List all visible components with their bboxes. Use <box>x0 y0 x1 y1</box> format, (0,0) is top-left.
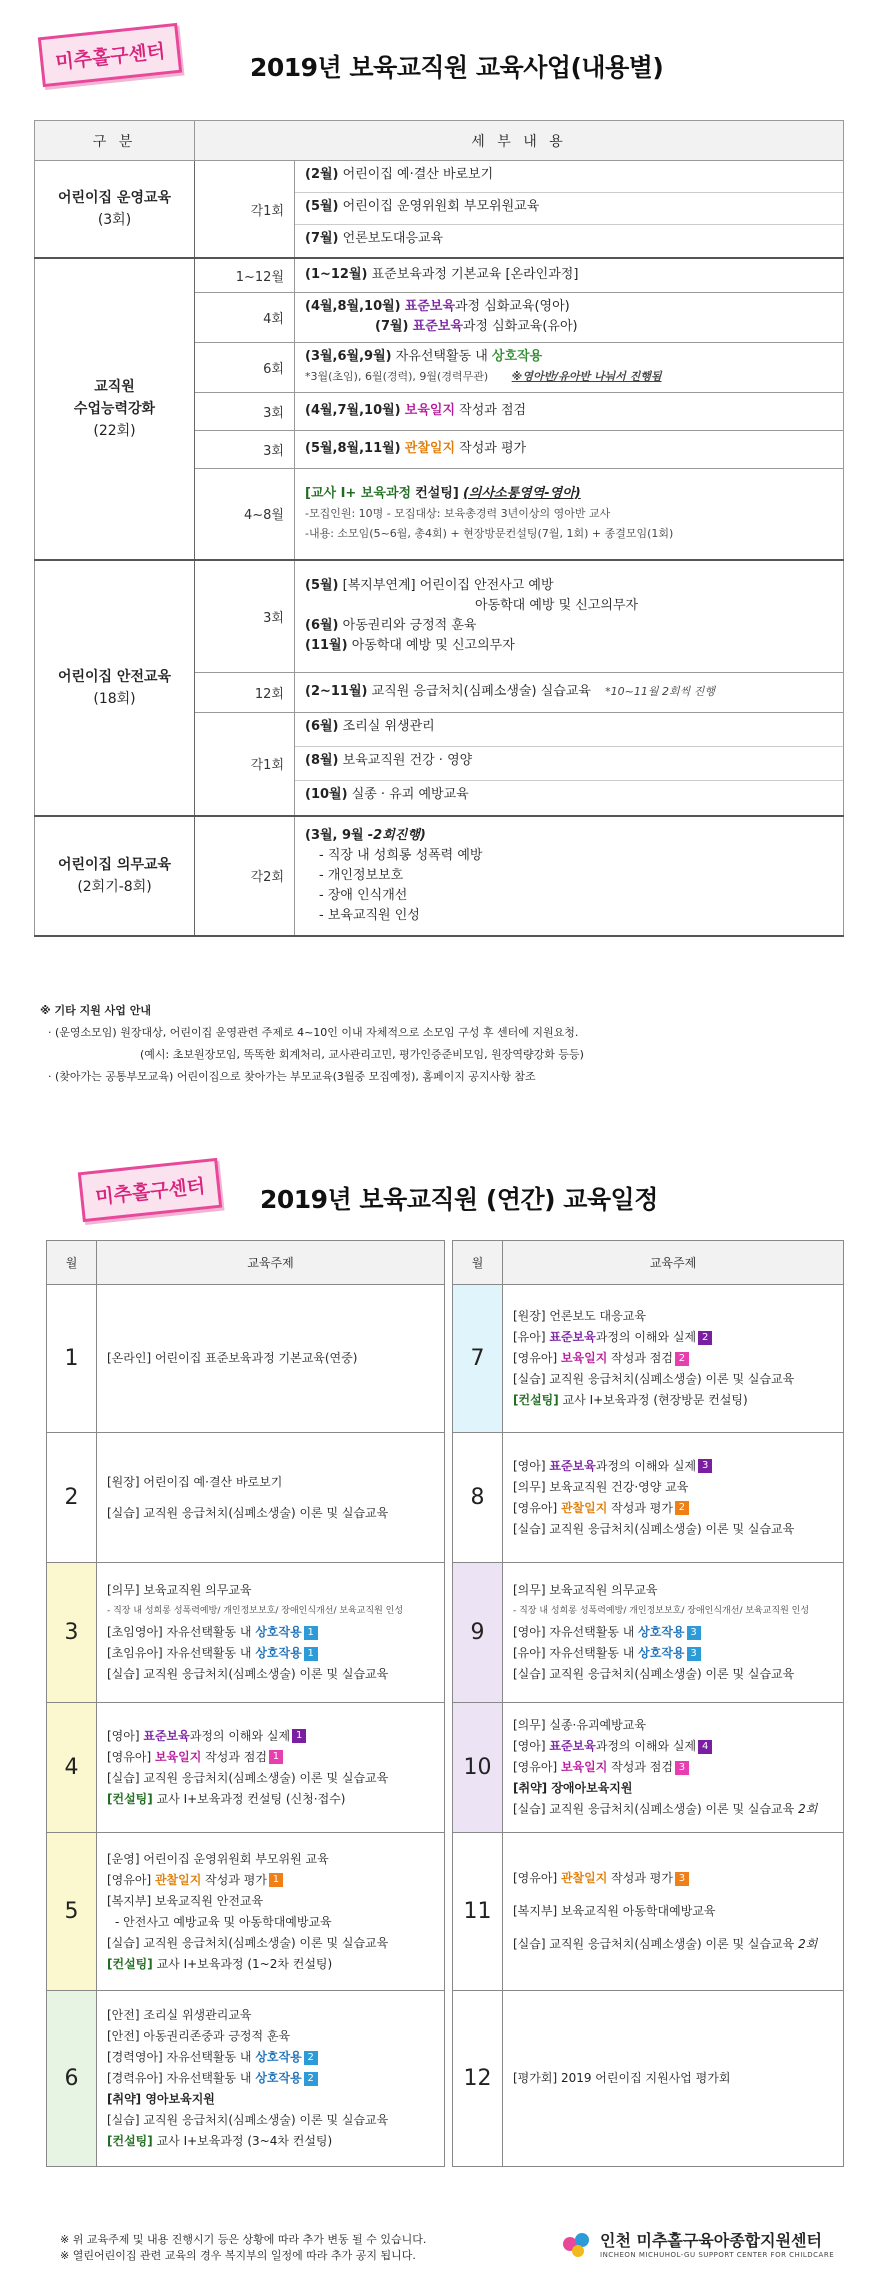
month-cell: 12 <box>453 1991 503 2167</box>
detail-row: (3월, 9월 -2회진행) - 직장 내 성희롱 성폭력 예방 - 개인정보보호 - 장애 인식개선 - 보육교직원 인성 <box>295 816 844 936</box>
category-mandatory: 어린이집 의무교육 (2회기-8회) <box>35 816 195 936</box>
month-topics: [원장] 어린이집 예·결산 바로보기 [실습] 교직원 응급처치(심폐소생술) 이론 및 실습교육 <box>97 1433 445 1563</box>
page-title: 2019년 보육교직원 교육사업(내용별) <box>250 53 664 82</box>
count-cell: 4~8월 <box>195 468 295 560</box>
month-topics: [온라인] 어린이집 표준보육과정 기본교육(연중) <box>97 1285 445 1433</box>
schedule-title: 2019년 보육교직원 (연간) 교육일정 <box>260 1185 658 1214</box>
detail-row: (7월) 언론보도대응교육 <box>305 231 444 246</box>
header-month: 월 <box>47 1241 97 1285</box>
count-cell: 3회 <box>195 430 295 468</box>
detail-row: (1~12월) 표준보육과정 기본교육 [온라인과정] <box>295 258 844 292</box>
count-cell: 3회 <box>195 392 295 430</box>
header-topic: 교육주제 <box>503 1241 844 1285</box>
month-topics: [영아] 표준보육과정의 이해와 실제 1 [영유아] 보육일지 작성과 점검 1 [실습] 교직원 응급처치(심폐소생술) 이론 및 실습교육 [컨설팅] 교사 I+보육과정 컨설팅 (신청·접수) <box>97 1703 445 1833</box>
count-cell: 3회 <box>195 560 295 672</box>
month-topics: [의무] 보육교직원 의무교육 - 직장 내 성희롱 성폭력예방/ 개인정보보호/ 장애인식개선/ 보육교직원 인성 [초임영아] 자유선택활동 내 상호작용 1 [초임유아] 자유선택활동 내 상호작용 1 [실습] 교직원 응급처치(심폐소생술) 이론 및 실습교육 <box>97 1563 445 1703</box>
detail-row: (2월) 어린이집 예·결산 바로보기 <box>295 161 843 193</box>
annual-schedule-table <box>46 1240 844 2167</box>
category-safety: 어린이집 안전교육 (18회) <box>35 560 195 816</box>
footnotes: ※ 위 교육주제 및 내용 진행시기 등은 상황에 따라 추가 변동 될 수 있습니다. ※ 열린어린이집 관련 교육의 경우 복지부의 일정에 따라 추가 공지 됩니다. <box>60 2233 427 2262</box>
month-topics: [안전] 조리실 위생관리교육 [안전] 아동권리존중과 긍정적 훈육 [경력영아] 자유선택활동 내 상호작용 2 [경력유아] 자유선택활동 내 상호작용 2 [취약] 영아보육지원 [실습] 교직원 응급처치(심폐소생술) 이론 및 실습교육 [컨설팅] 교사 I+보육과정 (3~4차 컨설팅) <box>97 1991 445 2167</box>
month-topics: [의무] 실종·유괴예방교육 [영아] 표준보육과정의 이해와 실제 4 [영유아] 보육일지 작성과 점검 3 [취약] 장애아보육지원 [실습] 교직원 응급처치(심폐소생술) 이론 및 실습교육 2회 <box>503 1703 844 1833</box>
header-detail: 세 부 내 용 <box>195 121 844 161</box>
month-cell: 11 <box>453 1833 503 1991</box>
category-operation: 어린이집 운영교육 (3회) <box>35 161 195 259</box>
detail-row: (6월) 조리실 위생관리 <box>295 713 843 747</box>
month-cell: 8 <box>453 1433 503 1563</box>
month-topics: [의무] 보육교직원 의무교육 - 직장 내 성희롱 성폭력예방/ 개인정보보호/ 장애인식개선/ 보육교직원 인성 [영아] 자유선택활동 내 상호작용 3 [유아] 자유선택활동 내 상호작용 3 [실습] 교직원 응급처치(심폐소생술) 이론 및 실습교육 <box>503 1563 844 1703</box>
month-cell: 5 <box>47 1833 97 1991</box>
count-cell: 각1회 <box>195 161 295 259</box>
center-english-name: INCHEON MICHUHOL-GU SUPPORT CENTER FOR CHILDCARE <box>600 2250 835 2259</box>
detail-row: (5월) [복지부연계] 어린이집 안전사고 예방 아동학대 예방 및 신고의무자 (6월) 아동권리와 긍정적 훈육 (11월) 아동학대 예방 및 신고의무자 <box>295 560 844 672</box>
count-cell: 각2회 <box>195 816 295 936</box>
detail-row: (4월,8월,10월) 표준보육과정 심화교육(영아) (7월) 표준보육과정 심화교육(유아) <box>295 292 844 342</box>
month-cell: 2 <box>47 1433 97 1563</box>
detail-row: (5월) 어린이집 운영위원회 부모위원교육 <box>295 193 843 225</box>
center-emblem-icon <box>560 2226 594 2260</box>
month-cell: 1 <box>47 1285 97 1433</box>
header-month: 월 <box>453 1241 503 1285</box>
category-teacher-capacity: 교직원 수업능력강화 (22회) <box>35 258 195 560</box>
month-cell: 10 <box>453 1703 503 1833</box>
center-name: 인천 미추홀구육아종합지원센터 <box>600 2230 822 2250</box>
detail-row: [교사 I+ 보육과정 컨설팅] (의사소통영역-영아) -모집인원: 10명 - 모집대상: 보육총경력 3년이상의 영아반 교사 -내용: 소모임(5~6월, 총4회) + 현장방문컨설팅(7월, 1회) + 종결모임(1회) <box>295 468 844 560</box>
month-cell: 4 <box>47 1703 97 1833</box>
detail-row: (3월,6월,9월) 자유선택활동 내 상호작용 *3월(초임), 6월(경력), 9월(경력무관) ※영아반/유아반 나눠서 진행됨 <box>295 342 844 392</box>
detail-row: (4월,7월,10월) 보육일지 작성과 점검 <box>295 392 844 430</box>
center-logo-badge: 미추홀구센터 <box>38 23 182 87</box>
footer-logo <box>560 2226 834 2260</box>
header-category: 구 분 <box>35 121 195 161</box>
detail-row: (2~11월) 교직원 응급처치(심폐소생술) 실습교육 *10~11월 2회씩 진행 <box>295 672 844 712</box>
month-topics: [영유아] 관찰일지 작성과 평가 3 [복지부] 보육교직원 아동학대예방교육 [실습] 교직원 응급처치(심폐소생술) 이론 및 실습교육 2회 <box>503 1833 844 1991</box>
month-cell: 7 <box>453 1285 503 1433</box>
count-cell: 4회 <box>195 292 295 342</box>
month-cell: 9 <box>453 1563 503 1703</box>
education-content-table <box>34 120 844 937</box>
detail-row: (8월) 보육교직원 건강 · 영양 <box>295 747 843 781</box>
month-topics: [평가회] 2019 어린이집 지원사업 평가회 <box>503 1991 844 2167</box>
center-logo-badge: 미추홀구센터 <box>78 1158 222 1222</box>
count-cell: 12회 <box>195 672 295 712</box>
count-cell: 각1회 <box>195 712 295 816</box>
month-cell: 6 <box>47 1991 97 2167</box>
count-cell: 6회 <box>195 342 295 392</box>
month-topics: [영아] 표준보육과정의 이해와 실제 3 [의무] 보육교직원 건강·영양 교육 [영유아] 관찰일지 작성과 평가 2 [실습] 교직원 응급처치(심폐소생술) 이론 및 실습교육 <box>503 1433 844 1563</box>
month-topics: [운영] 어린이집 운영위원회 부모위원 교육 [영유아] 관찰일지 작성과 평가 1 [복지부] 보육교직원 안전교육 - 안전사고 예방교육 및 아동학대예방교육 [실습] 교직원 응급처치(심폐소생술) 이론 및 실습교육 [컨설팅] 교사 I+보육과정 (1~2차 컨설팅) <box>97 1833 445 1991</box>
header-topic: 교육주제 <box>97 1241 445 1285</box>
notes-section: ※ 기타 지원 사업 안내 · (운영소모임) 원장대상, 어린이집 운영관련 주제로 4~10인 이내 자체적으로 소모임 구성 후 센터에 지원요청. (예시: 초보원장모임, 똑똑한 회계처리, 교사관리고민, 평가인증준비모임, 원장역량강화 등등) · (찾아가는 공통부모교육) 어린이집으로 찾아가는 부모교육(3월중 모집예정), 홈페이지 공지사항 참조 <box>40 1004 584 1083</box>
detail-row: (10월) 실종 · 유괴 예방교육 <box>305 786 469 802</box>
count-cell: 1~12월 <box>195 258 295 292</box>
detail-row: (5월,8월,11월) 관찰일지 작성과 평가 <box>295 430 844 468</box>
month-topics: [원장] 언론보도 대응교육 [유아] 표준보육과정의 이해와 실제 2 [영유아] 보육일지 작성과 점검 2 [실습] 교직원 응급처치(심폐소생술) 이론 및 실습교육 [컨설팅] 교사 I+보육과정 (현장방문 컨설팅) <box>503 1285 844 1433</box>
month-cell: 3 <box>47 1563 97 1703</box>
